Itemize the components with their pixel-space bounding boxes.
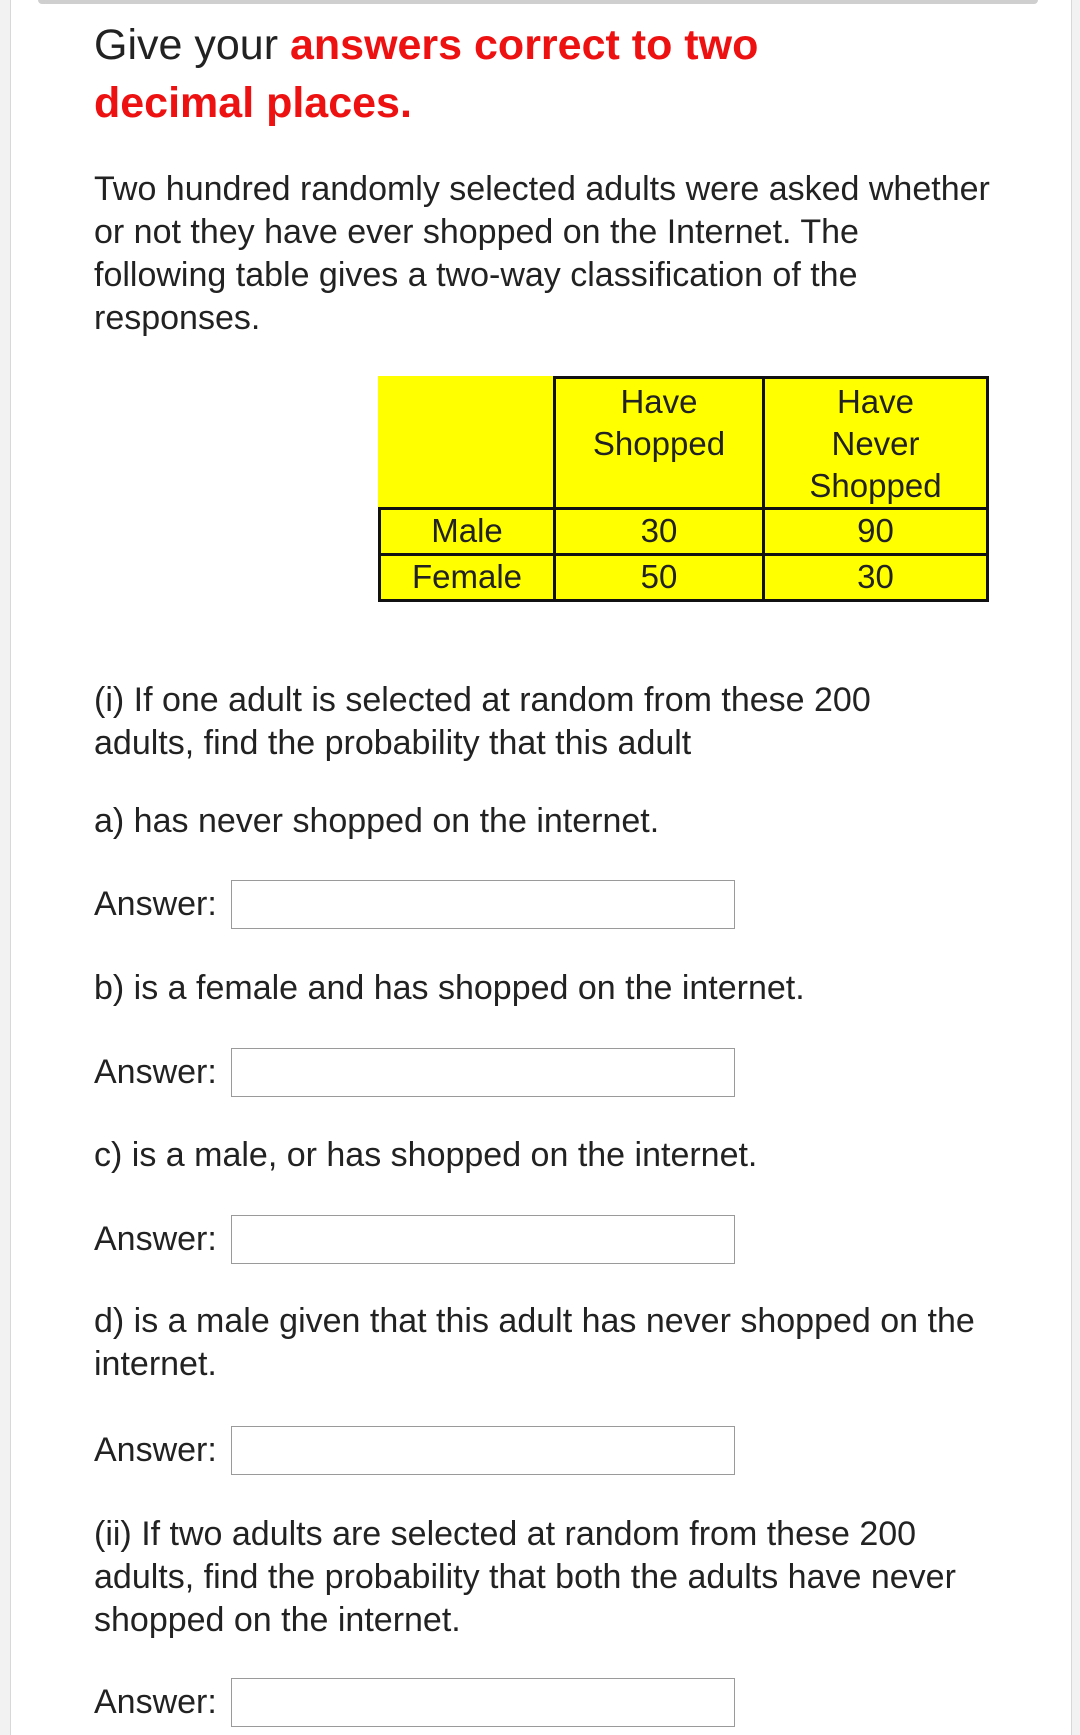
table-header-row xyxy=(380,378,988,509)
row-header-male: Male xyxy=(380,509,555,555)
answer-input-ii[interactable] xyxy=(231,1678,735,1727)
row-header-female: Female xyxy=(380,555,555,601)
instruction-prefix: Give your xyxy=(94,21,290,69)
table-row xyxy=(380,555,988,601)
answer-input-d[interactable] xyxy=(231,1426,735,1475)
card-top-edge xyxy=(38,0,1038,4)
answer-label-b: Answer: xyxy=(94,1053,217,1091)
question-a: a) has never shopped on the internet. xyxy=(94,802,660,840)
cell-female-shopped: 50 xyxy=(555,555,764,601)
two-way-table xyxy=(378,376,989,602)
answer-input-c[interactable] xyxy=(231,1215,735,1264)
col-header-have-never-shopped-label: Have Never Shopped xyxy=(809,383,942,504)
answer-label-c: Answer: xyxy=(94,1220,217,1258)
question-d: d) is a male given that this adult has never shopped on the internet. xyxy=(94,1302,975,1383)
instruction-emphasis-line1: answers correct to two xyxy=(289,21,759,69)
cell-male-never-shopped: 90 xyxy=(764,509,988,555)
col-header-have-shopped-label: Have Shopped xyxy=(592,383,726,462)
instruction-emphasis-line2: decimal places. xyxy=(94,79,412,127)
table-row xyxy=(380,509,988,555)
answer-label-ii: Answer: xyxy=(94,1683,217,1721)
table-corner-cell xyxy=(380,378,555,509)
question-c: c) is a male, or has shopped on the internet. xyxy=(94,1136,758,1174)
cell-female-never-shopped: 30 xyxy=(764,555,988,601)
answer-input-b[interactable] xyxy=(231,1048,735,1097)
col-header-have-shopped xyxy=(555,378,764,509)
answer-label-d: Answer: xyxy=(94,1431,217,1469)
problem-intro: Two hundred randomly selected adults were asked whether or not they have ever shopped on the Internet. The following table gives a two-way classification of the responses. xyxy=(94,170,990,337)
answer-input-a[interactable] xyxy=(231,880,735,929)
question-part-ii: (ii) If two adults are selected at random from these 200 adults, find the probability that both the adults have never shopped on the internet. xyxy=(94,1515,956,1639)
question-b: b) is a female and has shopped on the internet. xyxy=(94,969,805,1007)
instruction-heading xyxy=(94,16,994,132)
question-part-i: (i) If one adult is selected at random from these 200 adults, find the probability that this adult xyxy=(94,681,871,762)
cell-male-shopped: 30 xyxy=(555,509,764,555)
col-header-have-never-shopped xyxy=(764,378,988,509)
answer-label-a: Answer: xyxy=(94,885,217,923)
